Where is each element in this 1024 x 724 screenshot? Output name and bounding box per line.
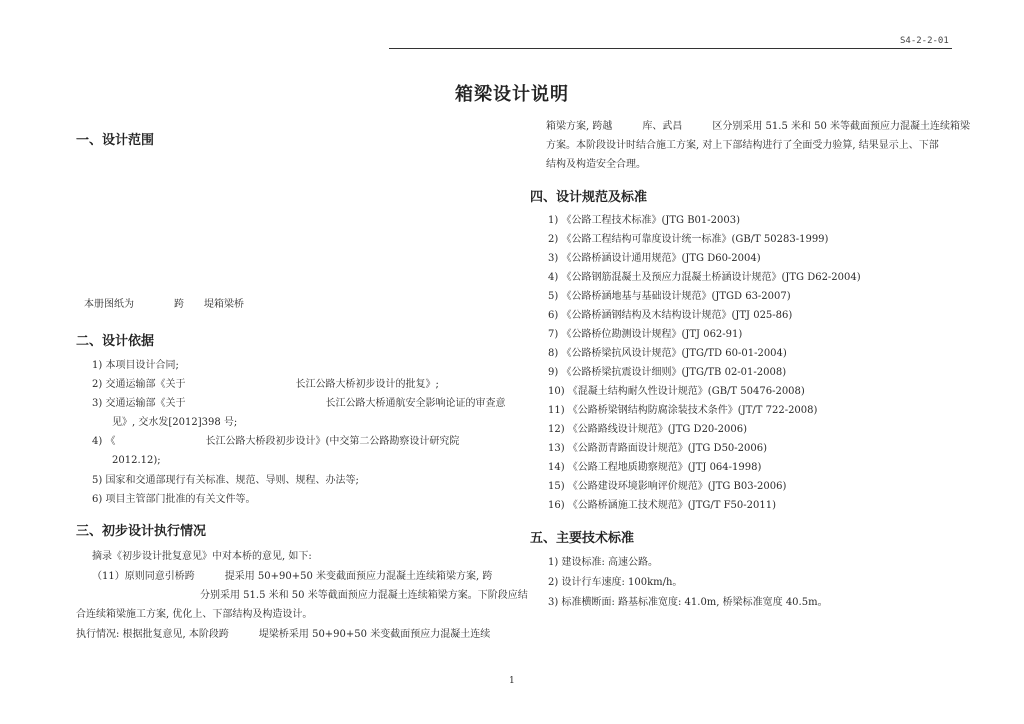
s2-item: 4) 《 长江公路大桥段初步设计》(中交第二公路勘察设计研究院 (92, 436, 460, 447)
s5-item: 1) 建设标准: 高速公路。 (548, 557, 658, 568)
s3-line: （11）原则同意引桥跨 提采用 50+90+50 米变截面预应力混凝土连续箱梁方案, 跨 (92, 571, 493, 582)
section-5-heading: 五、主要技术标准 (530, 531, 635, 546)
s4-item: 9) 《公路桥梁抗震设计细则》(JTG/TB 02-01-2008) (548, 367, 787, 378)
s3-line: 执行情况: 根据批复意见, 本阶段跨 堤梁桥采用 50+90+50 米变截面预应力混凝土连续 (76, 629, 491, 640)
s4-item: 4) 《公路钢筋混凝土及预应力混凝土桥涵设计规范》(JTG D62-2004) (548, 272, 861, 283)
s3-line: 摘录《初步设计批复意见》中对本桥的意见, 如下: (92, 551, 312, 562)
s4-item: 5) 《公路桥涵地基与基础设计规范》(JTGD 63-2007) (548, 291, 791, 302)
s2-item: 见》, 交水发[2012]398 号; (112, 417, 238, 428)
document-number: S4-2-2-01 (900, 36, 949, 46)
section-2-heading: 二、设计依据 (76, 334, 155, 349)
s4-item: 7) 《公路桥位勘测设计规程》(JTJ 062-91) (548, 329, 743, 340)
s4-item: 1) 《公路工程技术标准》(JTG B01-2003) (548, 215, 740, 226)
s4-item: 10) 《混凝土结构耐久性设计规范》(GB/T 50476-2008) (548, 386, 805, 397)
s3-continued-line: 箱梁方案, 跨越 库、武昌 区分别采用 51.5 米和 50 米等截面预应力混凝土连续箱梁 (546, 121, 971, 132)
s2-item: 6) 项目主管部门批准的有关文件等。 (92, 494, 256, 505)
s3-line: 合连续箱梁施工方案, 优化上、下部结构及构造设计。 (76, 609, 313, 620)
s5-item: 2) 设计行车速度: 100km/h。 (548, 577, 683, 588)
s2-item: 5) 国家和交通部现行有关标准、规范、导则、规程、办法等; (92, 475, 359, 486)
s5-item: 3) 标准横断面: 路基标准宽度: 41.0m, 桥梁标准宽度 40.5m。 (548, 597, 828, 608)
s2-item: 2) 交通运输部《关于 长江公路大桥初步设计的批复》; (92, 379, 439, 390)
s4-item: 15) 《公路建设环境影响评价规范》(JTG B03-2006) (548, 481, 787, 492)
s4-item: 3) 《公路桥涵设计通用规范》(JTG D60-2004) (548, 253, 761, 264)
s4-item: 8) 《公路桥梁抗风设计规范》(JTG/TD 60-01-2004) (548, 348, 787, 359)
s3-continued-line: 结构及构造安全合理。 (546, 159, 646, 170)
section-3-heading: 三、初步设计执行情况 (76, 524, 207, 539)
s4-item: 12) 《公路路线设计规范》(JTG D20-2006) (548, 424, 748, 435)
s2-item: 2012.12); (112, 455, 161, 466)
s4-item: 16) 《公路桥涵施工技术规范》(JTG/T F50-2011) (548, 500, 776, 511)
section-1-text: 本册图纸为 跨 堤箱梁桥 (84, 299, 244, 310)
s4-item: 6) 《公路桥涵钢结构及木结构设计规范》(JTJ 025-86) (548, 310, 793, 321)
s4-item: 11) 《公路桥梁钢结构防腐涂装技术条件》(JT/T 722-2008) (548, 405, 818, 416)
s4-item: 14) 《公路工程地质勘察规范》(JTJ 064-1998) (548, 462, 762, 473)
s4-item: 2) 《公路工程结构可靠度设计统一标准》(GB/T 50283-1999) (548, 234, 829, 245)
s2-item: 3) 交通运输部《关于 长江公路大桥通航安全影响论证的审查意 (92, 398, 506, 409)
section-4-heading: 四、设计规范及标准 (530, 190, 648, 205)
s4-item: 13) 《公路沥青路面设计规范》(JTG D50-2006) (548, 443, 768, 454)
header-rule (389, 48, 952, 49)
s2-item: 1) 本项目设计合同; (92, 360, 179, 371)
page-title: 箱梁设计说明 (455, 84, 569, 105)
page-number: 1 (509, 676, 515, 686)
s3-continued-line: 方案。本阶段设计时结合施工方案, 对上下部结构进行了全面受力验算, 结果显示上、下部 (546, 140, 939, 151)
section-1-heading: 一、设计范围 (76, 133, 155, 148)
s3-line: 分别采用 51.5 米和 50 米等截面预应力混凝土连续箱梁方案。下阶段应结 (200, 590, 528, 601)
